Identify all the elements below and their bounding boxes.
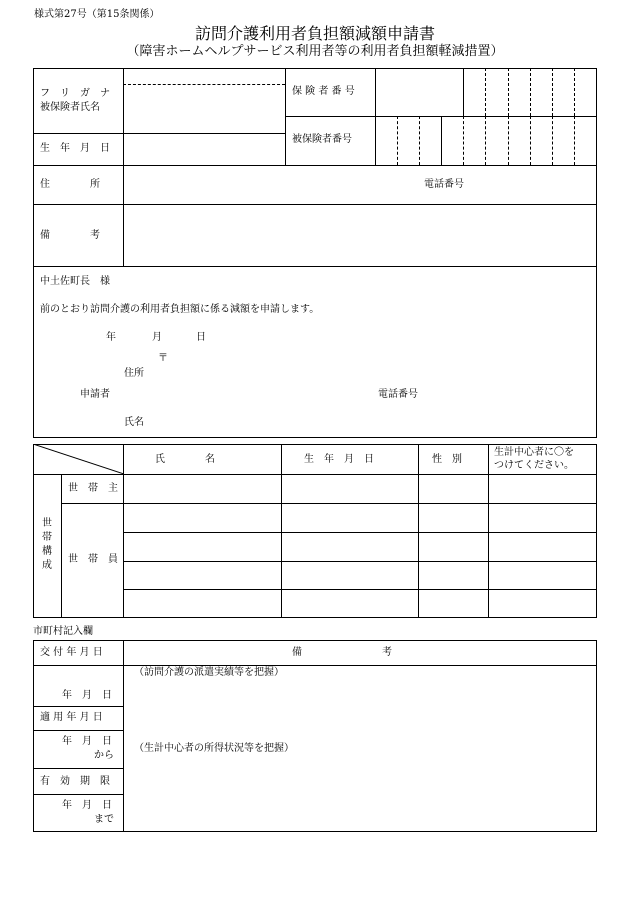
household-head-row[interactable] bbox=[124, 475, 596, 502]
applicant-label: 申請者 bbox=[80, 389, 110, 400]
phone-label: 電話番号 bbox=[424, 179, 464, 190]
date-day-label: 日 bbox=[196, 332, 206, 343]
issue-ymd: 年 月 日 bbox=[62, 690, 112, 701]
household-section-label-1: 世 bbox=[42, 518, 52, 529]
col-name-header: 氏 名 bbox=[155, 454, 215, 465]
declaration-statement: 前のとおり訪問介護の利用者負担額に係る減額を申請します。 bbox=[40, 304, 320, 315]
insured-number-label: 被保険者番号 bbox=[292, 134, 352, 145]
valid-ymd: 年 月 日 bbox=[62, 800, 112, 811]
household-section-label-2: 帯 bbox=[42, 532, 52, 543]
issue-date-label: 交 付 年 月 日 bbox=[40, 647, 103, 658]
insured-name-label: 被保険者氏名 bbox=[40, 102, 100, 113]
note-dispatch: （訪問介護の派遣実績等を把握） bbox=[134, 667, 284, 678]
insurer-number-label: 保 険 者 番 号 bbox=[292, 86, 355, 97]
household-member-row[interactable] bbox=[124, 590, 596, 617]
col-mark-header-1: 生計中心者に〇を bbox=[494, 447, 574, 458]
applicant-phone-label: 電話番号 bbox=[378, 389, 418, 400]
date-month-label: 月 bbox=[152, 332, 162, 343]
form-number: 様式第27号（第15条関係） bbox=[34, 9, 160, 20]
household-member-row[interactable] bbox=[124, 504, 596, 531]
phone-field[interactable] bbox=[480, 166, 596, 203]
valid-until: まで bbox=[94, 814, 114, 825]
household-member-row[interactable] bbox=[124, 533, 596, 560]
valid-period-label: 有 効 期 限 bbox=[40, 776, 110, 787]
form-subtitle: （障害ホームヘルプサービス利用者等の利用者負担額軽減措置） bbox=[126, 44, 504, 59]
office-section-title: 市町村記入欄 bbox=[33, 626, 93, 637]
household-section-label-4: 成 bbox=[42, 560, 52, 571]
apply-date-label: 適 用 年 月 日 bbox=[40, 712, 103, 723]
apply-ymd: 年 月 日 bbox=[62, 736, 112, 747]
note-income: （生計中心者の所得状況等を把握） bbox=[134, 743, 294, 754]
insurer-number-field[interactable] bbox=[376, 69, 596, 115]
furigana-field[interactable] bbox=[124, 69, 284, 84]
insured-number-field[interactable] bbox=[376, 117, 596, 164]
office-remarks-header: 備 考 bbox=[292, 647, 392, 658]
household-head-label: 世 帯 主 bbox=[68, 483, 118, 494]
furigana-label: フ リ ガ ナ bbox=[40, 88, 110, 99]
birthdate-field[interactable] bbox=[124, 134, 284, 164]
household-member-row[interactable] bbox=[124, 562, 596, 588]
col-birth-header: 生 年 月 日 bbox=[304, 454, 374, 465]
apply-from: から bbox=[94, 750, 114, 761]
applicant-address-label: 住所 bbox=[124, 368, 144, 379]
office-table bbox=[33, 640, 597, 832]
postal-mark: 〒 bbox=[158, 353, 168, 364]
col-mark-header-2: つけてください。 bbox=[494, 460, 574, 471]
address-field[interactable] bbox=[124, 166, 414, 203]
diagonal-header-cell bbox=[33, 444, 124, 474]
remarks-field[interactable] bbox=[124, 205, 596, 265]
birthdate-label: 生 年 月 日 bbox=[40, 143, 110, 154]
address-label: 住 所 bbox=[40, 179, 100, 190]
remarks-label: 備 考 bbox=[40, 230, 100, 241]
form-title: 訪問介護利用者負担額減額申請書 bbox=[194, 24, 435, 43]
household-member-label: 世 帯 員 bbox=[68, 554, 118, 565]
col-gender-header: 性 別 bbox=[432, 454, 462, 465]
date-year-label: 年 bbox=[106, 332, 116, 343]
addressee: 中土佐町長 様 bbox=[40, 276, 110, 287]
insured-name-field[interactable] bbox=[124, 85, 284, 132]
applicant-name-label: 氏名 bbox=[124, 417, 144, 428]
household-section-label-3: 構 bbox=[42, 546, 52, 557]
